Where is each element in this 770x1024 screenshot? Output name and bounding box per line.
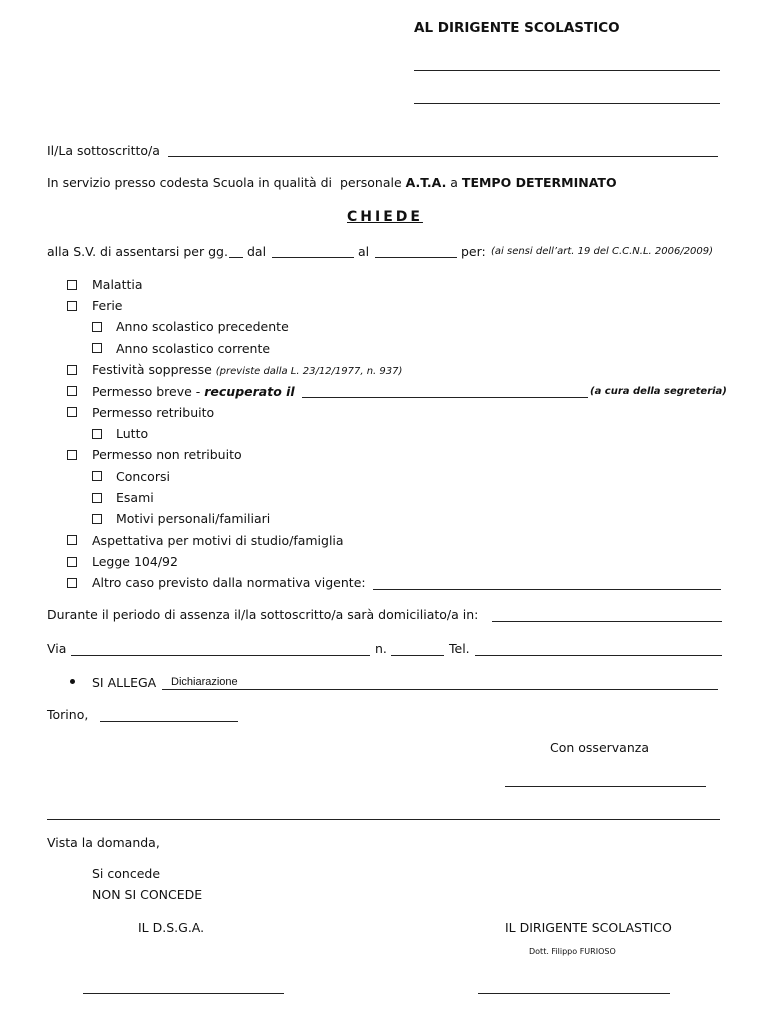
absence-days-label: alla S.V. di assentarsi per gg.	[47, 244, 228, 259]
al-label: al	[358, 244, 370, 259]
attachment-label: SI ALLEGA	[92, 675, 157, 690]
checkbox-anno-corrente[interactable]	[92, 343, 102, 353]
service-type: TEMPO DETERMINATO	[461, 175, 617, 190]
checkbox-permesso-breve[interactable]	[67, 386, 77, 396]
closing-text: Con osservanza	[550, 740, 649, 755]
recuperato-label: recuperato il	[204, 384, 295, 399]
attachment-bullet	[70, 679, 75, 684]
checkbox-altro[interactable]	[67, 578, 77, 588]
option-ferie: Ferie	[92, 298, 123, 313]
checkbox-ferie[interactable]	[67, 301, 77, 311]
addressee-line-2[interactable]	[414, 103, 720, 104]
cura-segreteria-note: (a cura della segreteria)	[590, 386, 727, 397]
option-anno-precedente: Anno scolastico precedente	[116, 319, 289, 334]
option-malattia: Malattia	[92, 277, 143, 292]
place-city: Torino,	[47, 707, 89, 722]
service-ata: A.T.A.	[405, 175, 447, 190]
dsga-label: IL D.S.G.A.	[138, 920, 205, 935]
checkbox-lutto[interactable]	[92, 429, 102, 439]
dirigente-name: Dott. Filippo FURIOSO	[529, 947, 616, 956]
checkbox-permesso-retribuito[interactable]	[67, 407, 77, 417]
checkbox-aspettativa[interactable]	[67, 535, 77, 545]
legal-reference: (ai sensi dell’art. 19 del C.C.N.L. 2006/2009)	[491, 246, 714, 257]
vista-domanda: Vista la domanda,	[47, 835, 160, 850]
option-motivi-personali: Motivi personali/familiari	[116, 511, 271, 526]
days-field[interactable]	[229, 257, 243, 258]
option-legge-104: Legge 104/92	[92, 554, 178, 569]
dal-date-field[interactable]	[272, 257, 354, 258]
altro-field[interactable]	[373, 589, 721, 590]
number-label: n.	[375, 641, 387, 656]
option-permesso-retribuito: Permesso retribuito	[92, 405, 215, 420]
service-text: In servizio presso codesta Scuola in qualità di personale	[47, 175, 406, 190]
al-date-field[interactable]	[375, 257, 457, 258]
option-esami: Esami	[116, 490, 154, 505]
dirigente-label: IL DIRIGENTE SCOLASTICO	[505, 920, 672, 935]
checkbox-motivi-personali[interactable]	[92, 514, 102, 524]
si-concede: Si concede	[92, 866, 161, 881]
dsga-signature-line[interactable]	[83, 993, 284, 994]
option-permesso-non-retribuito: Permesso non retribuito	[92, 447, 242, 462]
option-concorsi: Concorsi	[116, 469, 170, 484]
request-title: CHIEDE	[347, 209, 423, 225]
via-label: Via	[47, 641, 67, 656]
checkbox-permesso-non-retribuito[interactable]	[67, 450, 77, 460]
non-si-concede: NON SI CONCEDE	[92, 887, 203, 902]
festivita-note: (previste dalla L. 23/12/1977, n. 937)	[215, 366, 403, 377]
number-field[interactable]	[391, 655, 444, 656]
option-festivita	[92, 362, 402, 377]
checkbox-legge-104[interactable]	[67, 557, 77, 567]
via-field[interactable]	[71, 655, 370, 656]
option-anno-corrente: Anno scolastico corrente	[116, 341, 271, 356]
tel-label: Tel.	[449, 641, 470, 656]
checkbox-esami[interactable]	[92, 493, 102, 503]
dirigente-signature-line[interactable]	[478, 993, 670, 994]
date-field[interactable]	[100, 721, 238, 722]
checkbox-anno-precedente[interactable]	[92, 322, 102, 332]
per-label: per:	[461, 244, 486, 259]
addressee-title: AL DIRIGENTE SCOLASTICO	[414, 20, 620, 36]
domicile-label: Durante il periodo di assenza il/la sottoscritto/a sarà domiciliato/a in:	[47, 607, 479, 622]
applicant-signature-line[interactable]	[505, 786, 706, 787]
checkbox-malattia[interactable]	[67, 280, 77, 290]
attachment-value: Dichiarazione	[171, 676, 238, 688]
undersigned-label: Il/La sottoscritto/a	[47, 143, 160, 158]
option-lutto: Lutto	[116, 426, 149, 441]
undersigned-name-line[interactable]	[168, 156, 718, 157]
attachment-field[interactable]	[162, 689, 718, 690]
festivita-label: Festività soppresse	[92, 362, 212, 377]
dal-label: dal	[247, 244, 267, 259]
option-altro: Altro caso previsto dalla normativa vigente:	[92, 575, 366, 590]
checkbox-festivita[interactable]	[67, 365, 77, 375]
checkbox-concorsi[interactable]	[92, 471, 102, 481]
option-aspettativa: Aspettativa per motivi di studio/famiglia	[92, 533, 344, 548]
tel-field[interactable]	[475, 655, 722, 656]
service-mid: a	[446, 175, 462, 190]
domicile-field[interactable]	[492, 621, 722, 622]
option-permesso-breve	[92, 384, 295, 399]
permesso-breve-label: Permesso breve -	[92, 384, 205, 399]
recuperato-date-field[interactable]	[302, 397, 588, 398]
section-divider	[47, 819, 720, 820]
addressee-line-1[interactable]	[414, 70, 720, 71]
service-statement	[47, 175, 617, 190]
